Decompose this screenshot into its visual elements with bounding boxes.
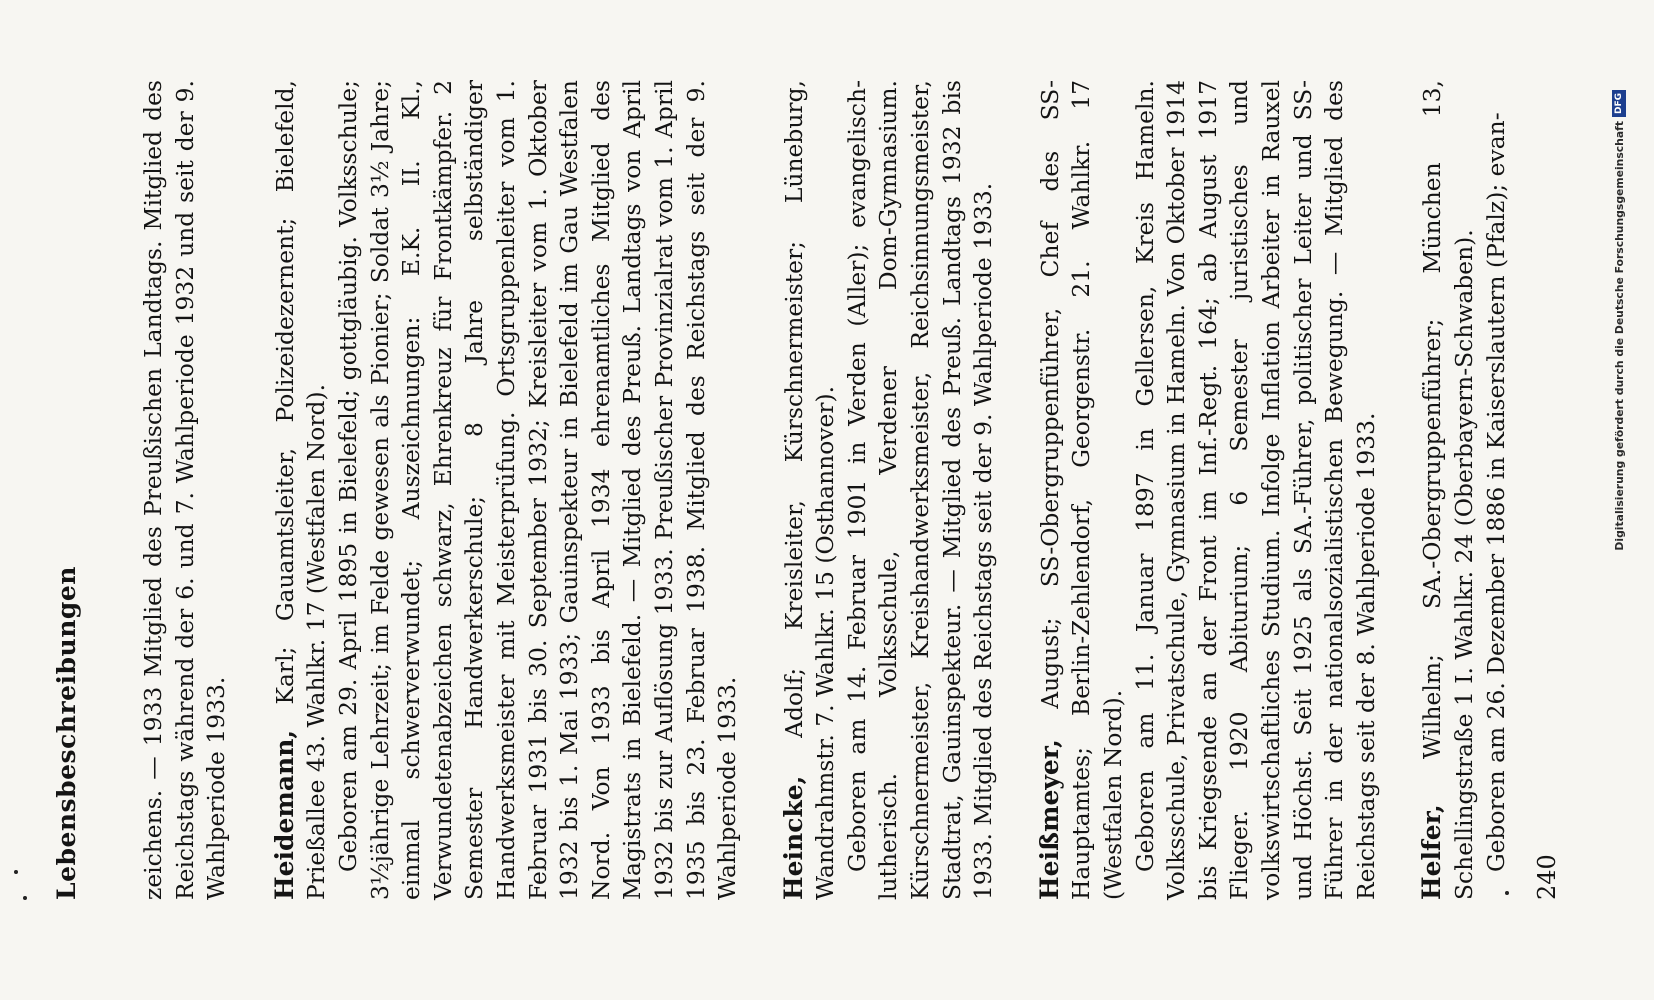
entry-head — [1416, 80, 1480, 900]
running-header: Lebensbeschreibungen — [52, 566, 81, 900]
entry-body: Geboren am 29. April 1895 in Bielefeld; gottgläubig. Volksschule; 3½jährige Lehrzeit; im Felde gewesen als Pionier; Soldat 3½ Jahre; einmal schwerverwundet; Auszeichnungen: E.K. II. Kl., Verwundetenabzeichen schwarz, Ehrenkreuz für Frontkämpfer. 2 Semester Handwerkerschule; 8 Jahre selbständiger Handwerksmeister mit Meisterprüfung. Ortsgruppenleiter vom 1. Februar 1931 bis 30. September 1932; Kreisleiter vom 1. Oktober 1932 bis 1. Mai 1933; Gauinspekteur in Bielefeld im Gau Westfalen Nord. Von 1933 bis April 1934 ehrenamtliches Mitglied des Magistrats in Bielefeld. — Mitglied des Preuß. Landtags von April 1932 bis zur Auflösung 1933. Preußischer Provinzialrat vom 1. April 1935 bis 23. Februar 1938. Mitglied des Reichstags seit der 9. Wahlperiode 1933. — [333, 80, 742, 900]
entry-heissmeyer — [1034, 80, 1383, 900]
entry-name: Helfer, — [1417, 804, 1447, 900]
digitization-note-text: Digitalisierung gefördert durch die Deutsche Forschungsgemeinschaft — [1612, 121, 1626, 551]
biography-text — [138, 80, 1546, 900]
entry-body: Geboren am 14. Februar 1901 in Verden (Aller); evangelisch-lutherisch. Volksschule, Verdener Dom-Gymnasium. Kürschnermeister, Kreishandwerksmeister, Reichsinnungsmeister, Stadtrat, Gauinspekteur. — Mitglied des Preuß. Landtags 1932 bis 1933. Mitglied des Reichstags seit der 9. Wahlperiode 1933. — [842, 80, 998, 900]
entry-heincke — [778, 80, 1000, 900]
entry-body: Geboren am 11. Januar 1897 in Gellersen, Kreis Hameln. Volksschule, Privatschule, Gymnasium in Hameln. Von Oktober 1914 bis Kriegsende an der Front im Inf.-Regt. 164; ab August 1917 Flieger. 1920 Abiturium; 6 Semester juristisches und volkswirtschaftliches Studium. Infolge Inflation Arbeiter in Rauxel und Höchst. Seit 1925 als SA.-Führer, politischer Leiter und SS-Führer in der nationalsozialistischen Bewegung. — Mitglied des Reichstags seit der 8. Wahlperiode 1933. — [1130, 80, 1380, 900]
page-number: 240 — [1533, 854, 1561, 900]
entry-continuation — [138, 80, 233, 900]
entry-head — [269, 80, 333, 900]
entry-name: Heißmeyer, — [1034, 739, 1064, 900]
entry-helfer — [1416, 80, 1512, 900]
entry-head — [1034, 80, 1130, 900]
entry-heidemann — [269, 80, 744, 900]
entry-body: Geboren am 26. Dezember 1886 in Kaiserslautern (Pfalz); evan- — [1481, 112, 1510, 872]
entry-head-text: August; SS-Obergruppenführer, Chef des SS-Hauptamtes; Berlin-Zehlendorf, Georgenstr. 21. Wahlkr. 17 (Westfalen Nord). — [1035, 79, 1128, 900]
digitization-note — [1612, 90, 1626, 910]
entry-head-text: Wilhelm; SA.-Obergruppenführer; München 13, Schellingstraße 1 I. Wahlkr. 24 (Oberbayern-Schwaben). — [1418, 80, 1478, 900]
entry-body: zeichens. — 1933 Mitglied des Preußischen Landtags. Mitglied des Reichstags während der 6. und 7. Wahlperiode 1932 und seit der 9. Wahlperiode 1933. — [139, 80, 231, 900]
entry-head-text: Adolf; Kreisleiter, Kürschnermeister; Lüneburg, Wandrahmstr. 7. Wahlkr. 15 (Osthannover). — [779, 80, 840, 900]
dfg-logo: DFG — [1612, 90, 1626, 117]
entry-head-text: Karl; Gauamtsleiter, Polizeidezernent; Bielefeld, Prießallee 43. Wahlkr. 17 (Westfalen Nord). — [270, 80, 331, 900]
entry-name: Heincke, — [778, 775, 808, 900]
entry-head — [778, 80, 842, 900]
entry-name: Heidemann, — [269, 729, 299, 900]
